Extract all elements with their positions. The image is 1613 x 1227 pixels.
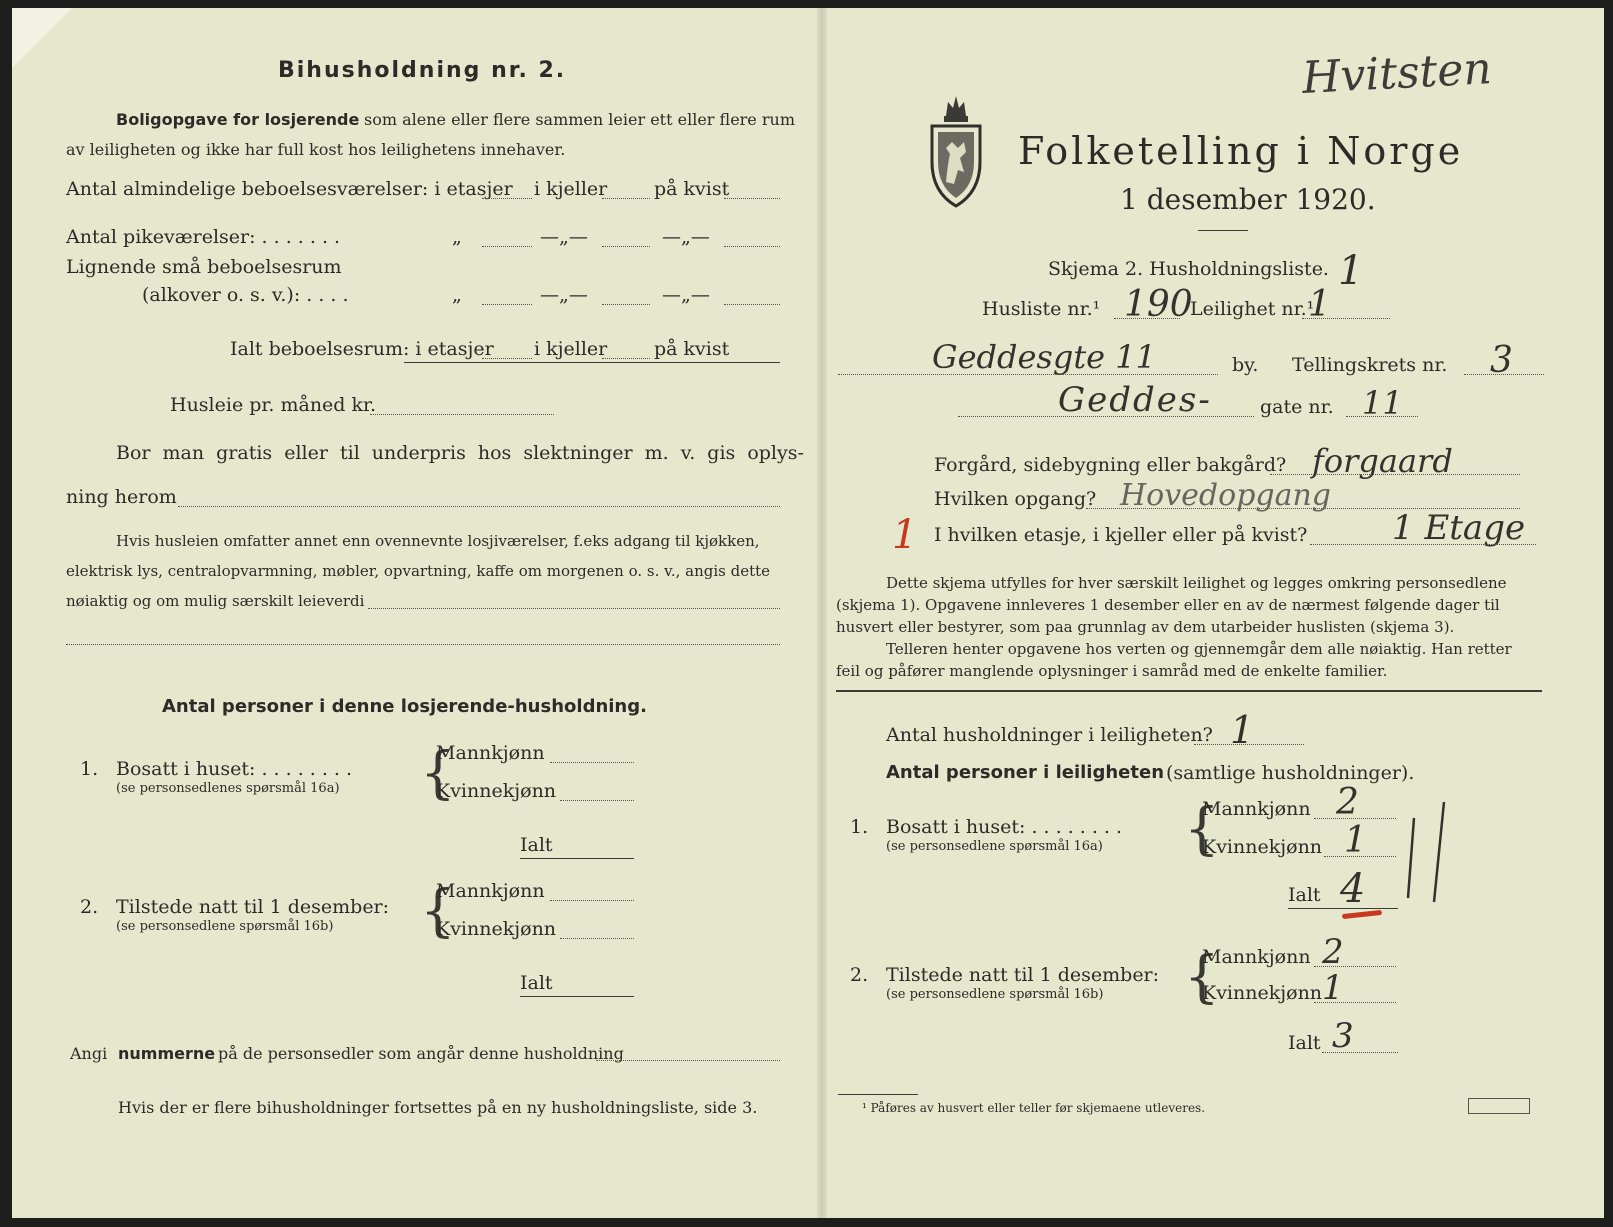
left-persons-heading: Antal personer i denne losjerende-husholdning. <box>162 696 647 717</box>
left-bosatt-kvinne-line <box>560 800 634 801</box>
left-title: Bihusholdning nr. 2. <box>278 58 567 83</box>
ialt-rum-kjeller: i kjeller <box>534 338 608 360</box>
by-label: by. <box>1232 354 1259 376</box>
left-tilstede-num: 2. <box>80 896 99 918</box>
left-tilstede-brace: { <box>420 879 456 944</box>
coat-of-arms-icon <box>924 92 988 212</box>
rooms-kjeller-line <box>602 198 650 199</box>
right-bosatt-kvinne: Kvinnekjønn <box>1202 836 1323 858</box>
left-bosatt-brace: { <box>420 741 456 806</box>
right-tilstede-ialt: Ialt <box>1288 1032 1321 1054</box>
left-bosatt-label: Bosatt i huset: . . . . . . . . <box>116 758 353 780</box>
pike-ditto-1: „ <box>452 226 462 248</box>
right-bosatt-label: Bosatt i huset: . . . . . . . . <box>886 816 1123 838</box>
right-tilstede-label: Tilstede natt til 1 desember: <box>886 964 1160 986</box>
date-rule <box>1198 230 1248 231</box>
right-persons-rest: (samtlige husholdninger). <box>1166 762 1415 784</box>
left-bosatt-ialt: Ialt <box>520 834 553 856</box>
etasje-label: I hvilken etasje, i kjeller eller på kvist? <box>934 524 1308 546</box>
hvis-line-1: Hvis husleien omfatter annet enn ovennevnte losjiværelser, f.eks adgang til kjøkken, <box>116 532 760 550</box>
ialt-rum-line-1 <box>482 358 532 359</box>
angi-line <box>596 1060 780 1061</box>
leilighet-label: Leilighet nr.¹ <box>1190 298 1315 320</box>
gate-value: Geddes- <box>1058 380 1212 420</box>
info-rule <box>836 690 1542 692</box>
page-fold <box>817 8 827 1218</box>
gate-label: gate nr. <box>1260 396 1334 418</box>
hvis-line-3: nøiaktig og om mulig særskilt leieverdi <box>66 592 365 610</box>
lign-line-1 <box>482 304 532 305</box>
angi-rest: på de personsedler som angår denne husholdning <box>218 1044 624 1063</box>
lign-ditto-2: —„— <box>540 284 588 306</box>
folded-corner <box>12 8 72 68</box>
left-bosatt-mann: Mannkjønn <box>436 742 545 764</box>
angi-pre: Angi <box>70 1044 108 1063</box>
left-tilstede-kvinne-line <box>560 938 634 939</box>
etasje-red-mark: 1 <box>892 512 918 558</box>
left-bosatt-num: 1. <box>80 758 99 780</box>
husliste-line <box>1114 318 1180 319</box>
left-tilstede-note: (se personsedlene spørsmål 16b) <box>116 919 334 934</box>
ialt-rum-label: Ialt beboelsesrum: i etasjer <box>230 338 494 360</box>
hvis-line-b <box>66 644 780 645</box>
pike-line-3 <box>724 246 780 247</box>
husleie-label: Husleie pr. måned kr. <box>170 394 377 416</box>
forgaard-label: Forgård, sidebygning eller bakgård? <box>934 454 1287 476</box>
form-date: 1 desember 1920. <box>1120 183 1376 216</box>
left-tilstede-mann: Mannkjønn <box>436 880 545 902</box>
gate-nr-line <box>1346 416 1418 417</box>
lign-line-3 <box>724 304 780 305</box>
etasje-line <box>1310 544 1536 545</box>
left-bosatt-note: (se personsedlenes spørsmål 16a) <box>116 781 340 796</box>
right-bosatt-mann-value: 2 <box>1336 782 1359 823</box>
right-bosatt-kvinne-value: 1 <box>1344 820 1367 861</box>
right-tilstede-mann-line <box>1314 966 1396 967</box>
pike-ditto-2: —„— <box>540 226 588 248</box>
info-line-1: Dette skjema utfylles for hver særskilt leilighet og legges omkring personsedlene <box>886 574 1507 592</box>
husliste-value: 190 <box>1124 284 1193 325</box>
right-persons-bold: Antal personer i leiligheten <box>886 762 1165 783</box>
hush-value: 1 <box>1230 708 1255 752</box>
left-bosatt-mann-line <box>550 762 634 763</box>
footnote: ¹ Påføres av husvert eller teller før skjemaene utleveres. <box>862 1101 1206 1115</box>
pike-line-1 <box>482 246 532 247</box>
pike-label: Antal pikeværelser: . . . . . . . <box>66 226 341 248</box>
printer-stamp <box>1468 1098 1530 1114</box>
intro-bold: Boligopgave for losjerende <box>116 110 360 129</box>
skjema-label: Skjema 2. Husholdningsliste. <box>1048 258 1329 280</box>
right-bosatt-note: (se personsedlene spørsmål 16a) <box>886 839 1103 854</box>
right-tilstede-mann-value: 2 <box>1322 932 1344 972</box>
right-bosatt-mann-line <box>1314 818 1396 819</box>
rooms-kvist: på kvist <box>654 178 730 200</box>
left-tilstede-mann-line <box>550 900 634 901</box>
right-bosatt-brace: { <box>1184 797 1220 862</box>
hvis-line-a <box>368 608 780 609</box>
rooms-kvist-line <box>724 198 780 199</box>
right-bosatt-ialt-line <box>1288 908 1398 909</box>
ialt-rum-underline <box>404 362 780 363</box>
ialt-rum-kvist: på kvist <box>654 338 730 360</box>
gratis-line-2: ning herom <box>66 486 177 508</box>
right-tilstede-note: (se personsedlene spørsmål 16b) <box>886 987 1104 1002</box>
left-tilstede-ialt-line <box>520 996 634 997</box>
info-line-2: (skjema 1). Opgavene innleveres 1 desember eller en av de nærmest følgende dager til <box>836 596 1500 614</box>
tally-strokes <box>1400 798 1450 908</box>
right-tilstede-kvinne: Kvinnekjønn <box>1202 982 1323 1004</box>
angi-bold: nummerne <box>118 1044 216 1063</box>
krets-line <box>1464 374 1544 375</box>
opgang-label: Hvilken opgang? <box>934 488 1097 510</box>
krets-value: 3 <box>1490 340 1513 381</box>
form-title: Folketelling i Norge <box>1018 129 1464 173</box>
lignende-line-2: (alkover o. s. v.): . . . . <box>142 284 349 306</box>
right-tilstede-num: 2. <box>850 964 869 986</box>
ialt-rum-line-2 <box>602 358 650 359</box>
forgaard-value: forgaard <box>1312 442 1453 480</box>
rooms-etasjer-line <box>482 198 532 199</box>
info-line-5: feil og påfører manglende oplysninger i samråd med de enkelte familier. <box>836 662 1388 680</box>
right-bosatt-kvinne-line <box>1324 856 1396 857</box>
leilighet-line <box>1302 318 1390 319</box>
skjema-value: 1 <box>1338 248 1364 294</box>
corner-handwriting: Hvitsten <box>1300 43 1493 104</box>
left-tilstede-kvinne: Kvinnekjønn <box>436 918 557 940</box>
hush-line <box>1194 744 1304 745</box>
hush-label: Antal husholdninger i leiligheten? <box>886 724 1213 746</box>
footnote-rule <box>838 1094 918 1095</box>
right-tilstede-ialt-value: 3 <box>1332 1016 1354 1056</box>
lign-line-2 <box>602 304 650 305</box>
right-tilstede-ialt-line <box>1322 1052 1398 1053</box>
right-tilstede-kvinne-value: 1 <box>1322 968 1344 1008</box>
by-line <box>838 374 1218 375</box>
flere-note: Hvis der er flere bihusholdninger fortsettes på en ny husholdningsliste, side 3. <box>118 1098 758 1117</box>
right-tilstede-mann: Mannkjønn <box>1202 946 1311 968</box>
census-form-sheet <box>12 8 1604 1218</box>
rooms-kjeller: i kjeller <box>534 178 608 200</box>
pike-line-2 <box>602 246 650 247</box>
lign-ditto-1: „ <box>452 284 462 306</box>
opgang-value: Hovedopgang <box>1120 478 1332 513</box>
left-tilstede-ialt: Ialt <box>520 972 553 994</box>
right-tilstede-kvinne-line <box>1314 1002 1396 1003</box>
pike-ditto-3: —„— <box>662 226 710 248</box>
husleie-line <box>370 414 554 415</box>
gratis-line <box>178 506 780 507</box>
intro-line2: av leiligheten og ikke har full kost hos leilighetens innehaver. <box>66 140 566 159</box>
intro-rest: som alene eller flere sammen leier ett eller flere rum <box>364 110 795 129</box>
etasje-value: 1 Etage <box>1392 508 1526 548</box>
gratis-line-1: Bor man gratis eller til underpris hos slektninger m. v. gis oplys- <box>116 442 804 464</box>
gate-nr-value: 11 <box>1362 384 1403 422</box>
by-value: Geddesgte 11 <box>932 338 1156 376</box>
right-bosatt-ialt-value: 4 <box>1340 866 1366 912</box>
forgaard-line <box>1270 474 1520 475</box>
left-bosatt-kvinne: Kvinnekjønn <box>436 780 557 802</box>
right-bosatt-mann: Mannkjønn <box>1202 798 1311 820</box>
gate-line <box>958 416 1254 417</box>
left-tilstede-label: Tilstede natt til 1 desember: <box>116 896 390 918</box>
husliste-label: Husliste nr.¹ <box>982 298 1101 320</box>
lign-ditto-3: —„— <box>662 284 710 306</box>
left-bosatt-ialt-line <box>520 858 634 859</box>
rooms-label: Antal almindelige beboelsesværelser: i etasjer <box>66 178 513 200</box>
lignende-line-1: Lignende små beboelsesrum <box>66 256 342 278</box>
right-bosatt-num: 1. <box>850 816 869 838</box>
right-tilstede-brace: { <box>1184 945 1220 1010</box>
info-line-4: Telleren henter opgavene hos verten og gjennemgår dem alle nøiaktig. Han retter <box>886 640 1512 658</box>
right-bosatt-ialt: Ialt <box>1288 884 1321 906</box>
info-line-3: husvert eller bestyrer, som paa grunnlag av dem utarbeider huslisten (skjema 3). <box>836 618 1455 636</box>
krets-label: Tellingskrets nr. <box>1292 354 1448 376</box>
hvis-line-2: elektrisk lys, centralopvarmning, møbler, opvartning, kaffe om morgenen o. s. v., angis dette <box>66 562 771 580</box>
leilighet-value: 1 <box>1308 284 1331 325</box>
